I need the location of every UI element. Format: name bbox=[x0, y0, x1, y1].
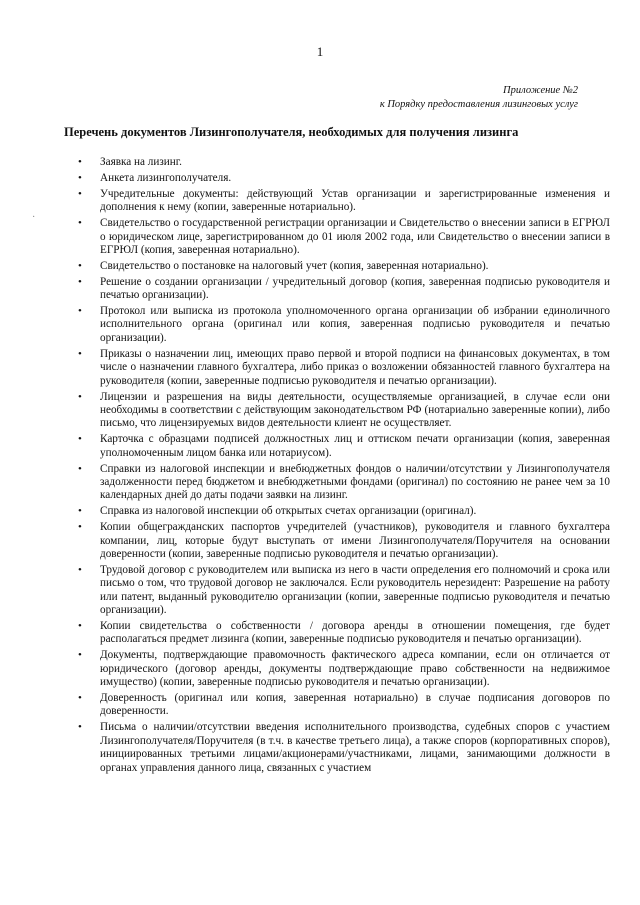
bullet-icon: • bbox=[78, 721, 82, 734]
list-item bbox=[78, 649, 610, 689]
list-item bbox=[78, 620, 610, 647]
document-list bbox=[78, 156, 610, 777]
bullet-icon: • bbox=[78, 156, 82, 168]
bullet-icon: • bbox=[78, 521, 82, 534]
list-item bbox=[78, 348, 610, 388]
appendix-line-2: к Порядку предоставления лизинговых услуг bbox=[379, 99, 578, 110]
list-item-text: Справки из налоговой инспекции и внебюджетных фондов о наличии/отсутствии у Лизингополучателя задолженности перед бюджетом и внебюджетными фондами (оригинал) по состоянию не ранее чем за 10 календарных дней до даты подачи заявки на лизинг. bbox=[100, 462, 610, 502]
bullet-icon: • bbox=[78, 305, 82, 318]
page-number: 1 bbox=[316, 44, 324, 59]
list-item-text: Учредительные документы: действующий Устав организации и зарегистрированные изменения и дополнения к нему (копии, заверенные нотариально). bbox=[100, 187, 610, 214]
bullet-icon: • bbox=[78, 620, 82, 632]
appendix-line-1: Приложение №2 bbox=[503, 85, 578, 96]
list-item bbox=[78, 692, 610, 719]
document-title: Перечень документов Лизингополучателя, необходимых для получения лизинга bbox=[64, 125, 519, 139]
list-item-text: Свидетельство о государственной регистрации организации и Свидетельство о внесении записи в ЕГРЮЛ о юридическом лице, зарегистрированном до 01 июля 2002 года, или Свидетельство о внесении записи в ЕГРЮЛ (копия, заверенная нотариально). bbox=[100, 217, 610, 256]
bullet-icon: • bbox=[78, 171, 82, 184]
bullet-icon: • bbox=[78, 217, 82, 230]
list-item bbox=[78, 188, 610, 215]
list-item bbox=[78, 463, 610, 503]
bullet-icon: • bbox=[78, 259, 82, 272]
bullet-icon: • bbox=[78, 563, 82, 576]
bullet-icon: • bbox=[78, 505, 82, 518]
list-item bbox=[78, 276, 610, 303]
bullet-icon: • bbox=[78, 347, 82, 360]
list-item-text: Копии общегражданских паспортов учредителей (участников), руководителя и главного бухгалтера компании, лиц, которые будут выступать от имени Лизингополучателя/Поручителя на основании доверенности (копии, заверенные подписью руководителя и печатью организации). bbox=[100, 521, 610, 560]
list-item bbox=[78, 433, 610, 460]
bullet-icon: • bbox=[78, 275, 82, 288]
list-item bbox=[78, 260, 610, 273]
list-item bbox=[78, 521, 610, 561]
list-item-text: Трудовой договор с руководителем или выписка из него в части определения его полномочий и срока или письмо о том, что трудовой договор не заключался. Если руководитель нерезидент: Разрешение на работу или патент, выданный руководителю организации (копии, заверенные подписью руководителя и печатью организации). bbox=[100, 563, 610, 617]
list-item-text: Свидетельство о постановке на налоговый учет (копия, заверенная нотариально). bbox=[100, 259, 489, 272]
list-item bbox=[78, 217, 610, 257]
bullet-icon: • bbox=[78, 390, 82, 403]
bullet-icon: • bbox=[78, 649, 82, 662]
list-item-text: Приказы о назначении лиц, имеющих право первой и второй подписи на финансовых документах, в том числе о назначении главного бухгалтера, либо приказ о возложении обязанностей главного бухгалтера на руководителя (копии, заверенные подписью руководителя и печатью организации). bbox=[100, 347, 610, 387]
list-item bbox=[78, 391, 610, 431]
list-item-text: Копии свидетельства о собственности / договора аренды в отношении помещения, где будет располагаться предмет лизинга (копии, заверенные подписью руководителя и печатью организации). bbox=[100, 620, 610, 646]
list-item-text: Доверенность (оригинал или копия, заверенная нотариально) в случае подписания договоров по доверенности. bbox=[100, 692, 610, 718]
list-item-text: Карточка с образцами подписей должностных лиц и оттиском печати организации (копия, заверенная уполномоченным лицом банка или нотариусом). bbox=[100, 433, 610, 459]
bullet-icon: • bbox=[78, 462, 82, 475]
list-item-text: Заявка на лизинг. bbox=[100, 156, 182, 168]
list-item-text: Справка из налоговой инспекции об открытых счетах организации (оригинал). bbox=[100, 505, 477, 518]
list-item-text: Документы, подтверждающие правомочность фактического адреса компании, если он отличается от юридического (договор аренды, документы подтверждающие право собственности на недвижимое имущество) (копии, заверенные подписью руководителя и печатью организации). bbox=[100, 649, 610, 689]
bullet-icon: • bbox=[78, 187, 82, 200]
margin-mark: · bbox=[32, 212, 36, 223]
list-item bbox=[78, 172, 610, 185]
list-item bbox=[78, 305, 610, 345]
bullet-icon: • bbox=[78, 692, 82, 705]
list-item bbox=[78, 721, 610, 775]
list-item-text: Письма о наличии/отсутствии введения исполнительного производства, судебных споров с участием Лизингополучателя/Поручителя (в т.ч. в качестве третьего лица), а также споров (корпоративных споров), инициированных третьими лицами/акционерами/участниками, лицами, занимающими должности в органах управления данного лица, связанных с участием bbox=[100, 721, 610, 774]
list-item-text: Анкета лизингополучателя. bbox=[100, 171, 232, 184]
list-item-text: Лицензии и разрешения на виды деятельности, осуществляемые организацией, в случае если они необходимы в соответствии с действующим законодательством РФ (нотариально заверенные копии), либо письмо, что лицензируемых видов деятельности клиент не осуществляет. bbox=[100, 390, 610, 430]
list-item bbox=[78, 505, 610, 518]
list-item-text: Решение о создании организации / учредительный договор (копия, заверенная подписью руководителя и печатью организации). bbox=[100, 275, 610, 302]
appendix-note bbox=[380, 84, 578, 112]
list-item-text: Протокол или выписка из протокола уполномоченного органа организации об избрании единоличного исполнительного органа (оригинал или копия, заверенная подписью руководителя и печатью организации). bbox=[100, 305, 610, 344]
bullet-icon: • bbox=[78, 433, 82, 446]
list-item bbox=[78, 156, 610, 169]
list-item bbox=[78, 564, 610, 618]
